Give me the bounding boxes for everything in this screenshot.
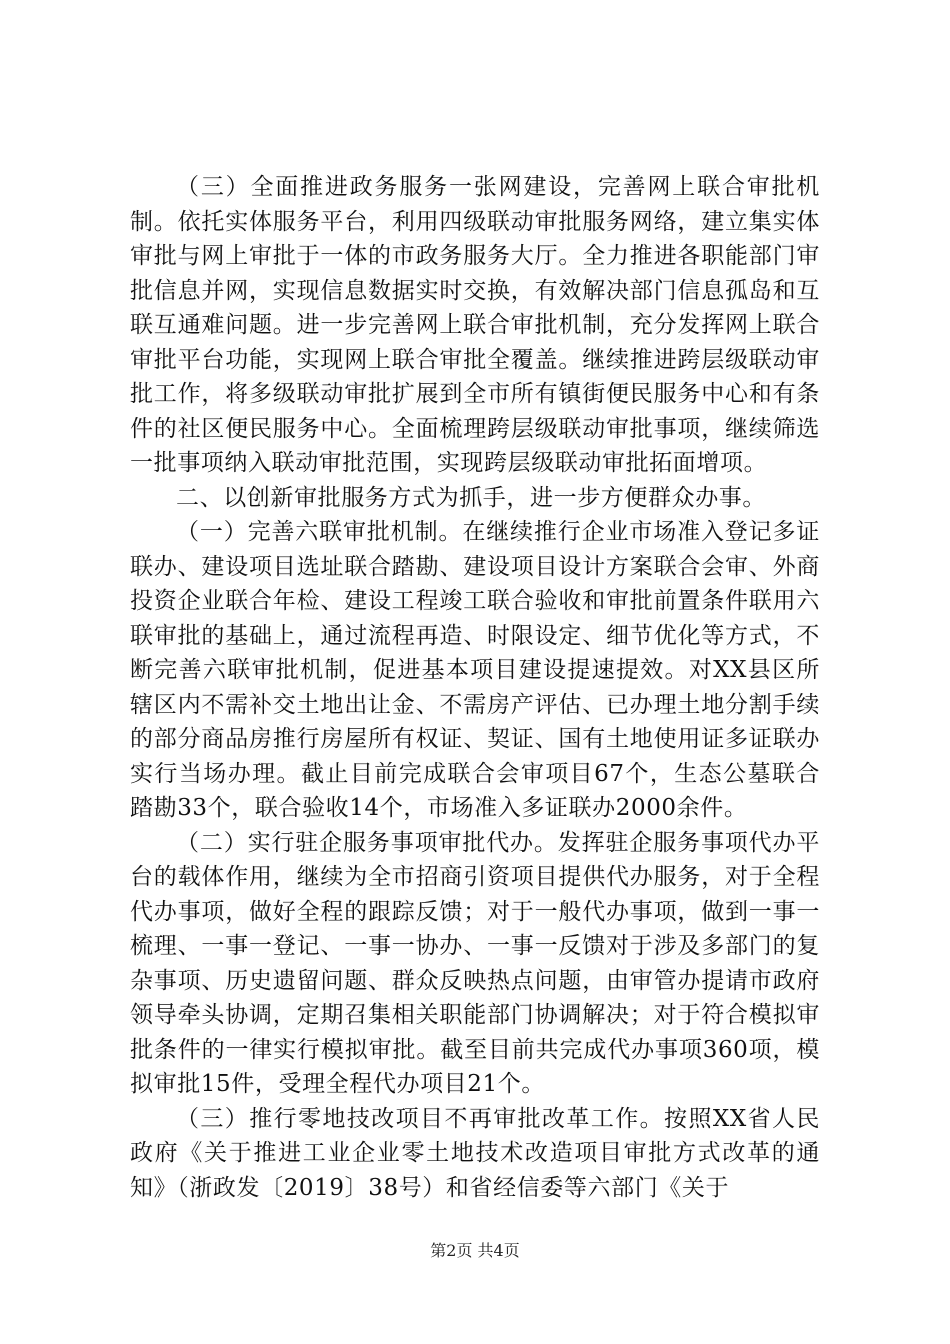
paragraph-5: （三）推行零地技改项目不再审批改革工作。按照XX省人民政府《关于推进工业企业零土地技术改造项目审批方式改革的通知》（浙政发〔2019〕38号）和省经信委等六部门《关于 xyxy=(130,1105,820,1201)
page-number-footer: 第2页 共4页 xyxy=(430,1241,520,1260)
paragraph-2: 二、以创新审批服务方式为抓手，进一步方便群众办事。 xyxy=(176,484,766,511)
paragraph-3: （一）完善六联审批机制。在继续推行企业市场准入登记多证联办、建设项目选址联合踏勘、建设项目设计方案联合会审、外商投资企业联合年检、建设工程竣工联合验收和审批前置条件联用六联审批的基础上，通过流程再造、时限设定、细节优化等方式，不断完善六联审批机制，促进基本项目建设提速提效。对XX县区所辖区内不需补交土地出让金、不需房产评估、已办理土地分割手续的部分商品房推行房屋所有权证、契证、国有土地使用证多证联办实行当场办理。截止目前完成联合会审项目67个，生态公墓联合踏勘33个，联合验收14个，市场准入多证联办2000余件。 xyxy=(130,519,820,821)
paragraph-4: （二）实行驻企服务事项审批代办。发挥驻企服务事项代办平台的载体作用，继续为全市招商引资项目提供代办服务，对于全程代办事项，做好全程的跟踪反馈；对于一般代办事项，做到一事一梳理、一事一登记、一事一协办、一事一反馈对于涉及多部门的复杂事项、历史遗留问题、群众反映热点问题，由审管办提请市政府领导牵头协调，定期召集相关职能部门协调解决；对于符合模拟审批条件的一律实行模拟审批。截至目前共完成代办事项360项，模拟审批15件，受理全程代办项目21个。 xyxy=(130,829,820,1097)
document-body xyxy=(130,170,820,1205)
paragraph-1: （三）全面推进政务服务一张网建设，完善网上联合审批机制。依托实体服务平台，利用四级联动审批服务网络，建立集实体审批与网上审批于一体的市政务服务大厅。全力推进各职能部门审批信息并网，实现信息数据实时交换，有效解决部门信息孤岛和互联互通难问题。进一步完善网上联合审批机制，充分发挥网上联合审批平台功能，实现网上联合审批全覆盖。继续推进跨层级联动审批工作，将多级联动审批扩展到全市所有镇街便民服务中心和有条件的社区便民服务中心。全面梳理跨层级联动审批事项，继续筛选一批事项纳入联动审批范围，实现跨层级联动审批拓面增项。 xyxy=(130,174,820,476)
